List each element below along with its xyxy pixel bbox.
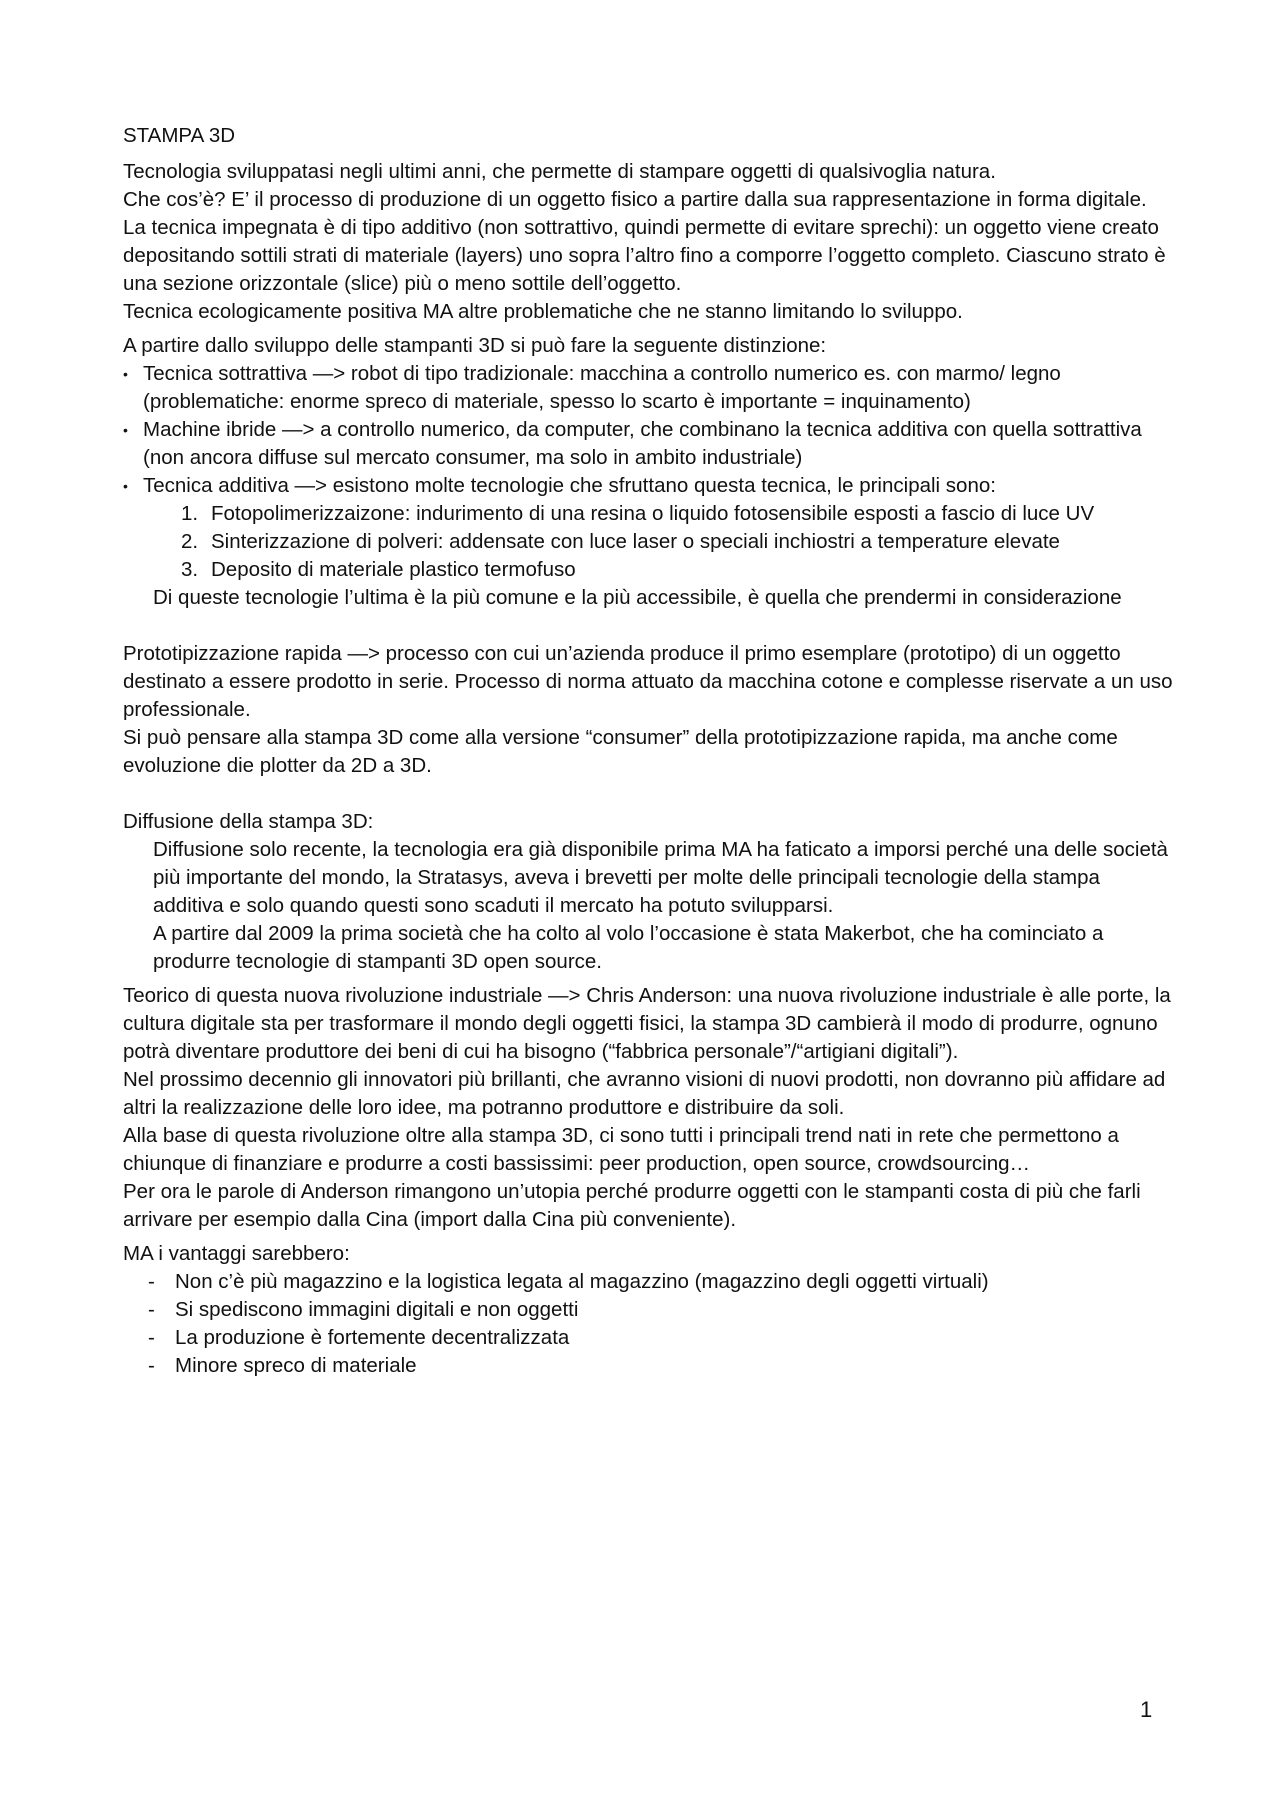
dash-text: La produzione è fortemente decentralizzata xyxy=(175,1326,570,1349)
item-text: Sinterizzazione di polveri: addensate con luce laser o speciali inchiostri a temperature elevate xyxy=(211,530,1060,553)
bullet-icon: • xyxy=(123,366,128,382)
revolution-paragraph-3: Alla base di questa rivoluzione oltre alla stampa 3D, ci sono tutti i principali trend nati in rete che permettono a chiunque di finanziare e produrre a costi bassissimi: peer production, open source, crowdsourcing… xyxy=(123,1124,1119,1175)
revolution-section xyxy=(123,982,1173,1234)
item-number: 3. xyxy=(181,558,199,581)
bullet-item xyxy=(123,472,1173,500)
bullet-item xyxy=(123,360,1173,416)
dash-item xyxy=(148,1324,1173,1352)
document-page xyxy=(123,122,1173,1380)
item-text: Fotopolimerizzaizone: indurimento di una resina o liquido fotosensibile esposti a fascio di luce UV xyxy=(211,502,1095,525)
revolution-paragraph-4: Per ora le parole di Anderson rimangono un’utopia perché produrre oggetti con le stampanti costa di più che farli arrivare per esempio dalla Cina (import dalla Cina più conveniente). xyxy=(123,1180,1141,1231)
item-text: Deposito di materiale plastico termofuso xyxy=(211,558,576,581)
advantages-section xyxy=(123,1240,1173,1380)
revolution-paragraph-1: Teorico di questa nuova rivoluzione industriale —> Chris Anderson: una nuova rivoluzione industriale è alle porte, la cultura digitale sta per trasformare il mondo degli oggetti fisici, la stampa 3D cambierà il modo di produrre, ognuno potrà diventare produttore dei beni di cui ha bisogno (“fabbrica personale”/“artigiani digitali”). xyxy=(123,984,1171,1063)
dash-icon: - xyxy=(148,1354,155,1377)
numbered-item xyxy=(181,500,1173,528)
dash-item xyxy=(148,1296,1173,1324)
diffusion-section xyxy=(123,808,1173,976)
distinction-bullet-list xyxy=(123,360,1173,500)
dash-icon: - xyxy=(148,1326,155,1349)
item-number: 2. xyxy=(181,530,199,553)
prototyping-section xyxy=(123,640,1173,780)
prototyping-paragraph-1: Prototipizzazione rapida —> processo con cui un’azienda produce il primo esemplare (prototipo) di un oggetto destinato a essere prodotto in serie. Processo di norma attuato da macchina cotone e complesse riservate a un uso professionale. xyxy=(123,642,1173,721)
dash-icon: - xyxy=(148,1270,155,1293)
distinction-section xyxy=(123,332,1173,612)
bullet-item xyxy=(123,416,1173,472)
intro-paragraph-4: Tecnica ecologicamente positiva MA altre problematiche che ne stanno limitando lo sviluppo. xyxy=(123,300,963,323)
diffusion-paragraph-1: Diffusione solo recente, la tecnologia era già disponibile prima MA ha faticato a imporsi perché una delle società più importante del mondo, la Stratasys, aveva i brevetti per molte delle principali tecnologie della stampa additiva e solo quando questi sono scaduti il mercato ha potuto svilupparsi. xyxy=(153,838,1168,917)
bullet-icon: • xyxy=(123,478,128,494)
dash-icon: - xyxy=(148,1298,155,1321)
dash-text: Minore spreco di materiale xyxy=(175,1354,417,1377)
bullet-text: Machine ibride —> a controllo numerico, da computer, che combinano la tecnica additiva con quella sottrattiva (non ancora diffuse sul mercato consumer, ma solo in ambito industriale) xyxy=(143,418,1142,469)
dash-item xyxy=(148,1268,1173,1296)
bullet-text: Tecnica sottrattiva —> robot di tipo tradizionale: macchina a controllo numerico es. con marmo/ legno (problematiche: enorme spreco di materiale, spesso lo scarto è importante = inquinamento) xyxy=(143,362,1061,413)
intro-paragraph-1: Tecnologia sviluppatasi negli ultimi anni, che permette di stampare oggetti di qualsivoglia natura. xyxy=(123,160,996,183)
page-number: 1 xyxy=(1140,1697,1153,1722)
intro-paragraph-3: La tecnica impegnata è di tipo additivo (non sottrattivo, quindi permette di evitare sprechi): un oggetto viene creato depositando sottili strati di materiale (layers) uno sopra l’altro fino a comporre l’oggetto completo. Ciascuno strato è una sezione orizzontale (slice) più o meno sottile dell’oggetto. xyxy=(123,216,1166,295)
bullet-icon: • xyxy=(123,422,128,438)
distinction-lead: A partire dallo sviluppo delle stampanti 3D si può fare la seguente distinzione: xyxy=(123,334,827,357)
bullet-text: Tecnica additiva —> esistono molte tecnologie che sfruttano questa tecnica, le principali sono: xyxy=(143,474,996,497)
dash-text: Non c’è più magazzino e la logistica legata al magazzino (magazzino degli oggetti virtuali) xyxy=(175,1270,989,1293)
advantages-list xyxy=(123,1268,1173,1380)
numbered-item xyxy=(181,556,1173,584)
distinction-closing: Di queste tecnologie l’ultima è la più comune e la più accessibile, è quella che prendermi in considerazione xyxy=(153,586,1122,609)
item-number: 1. xyxy=(181,502,199,525)
diffusion-paragraph-2: A partire dal 2009 la prima società che ha colto al volo l’occasione è stata Makerbot, che ha cominciato a produrre tecnologie di stampanti 3D open source. xyxy=(153,922,1104,973)
document-title: STAMPA 3D xyxy=(123,124,236,147)
dash-item xyxy=(148,1352,1173,1380)
intro-section xyxy=(123,158,1173,326)
advantages-lead: MA i vantaggi sarebbero: xyxy=(123,1242,350,1265)
numbered-item xyxy=(181,528,1173,556)
intro-paragraph-2: Che cos’è? E’ il processo di produzione di un oggetto fisico a partire dalla sua rappresentazione in forma digitale. xyxy=(123,188,1147,211)
additive-technologies-list xyxy=(123,500,1173,584)
prototyping-paragraph-2: Si può pensare alla stampa 3D come alla versione “consumer” della prototipizzazione rapida, ma anche come evoluzione die plotter da 2D a 3D. xyxy=(123,726,1118,777)
diffusion-heading: Diffusione della stampa 3D: xyxy=(123,810,374,833)
dash-text: Si spediscono immagini digitali e non oggetti xyxy=(175,1298,579,1321)
revolution-paragraph-2: Nel prossimo decennio gli innovatori più brillanti, che avranno visioni di nuovi prodotti, non dovranno più affidare ad altri la realizzazione delle loro idee, ma potranno produttore e distribuire da soli. xyxy=(123,1068,1166,1119)
